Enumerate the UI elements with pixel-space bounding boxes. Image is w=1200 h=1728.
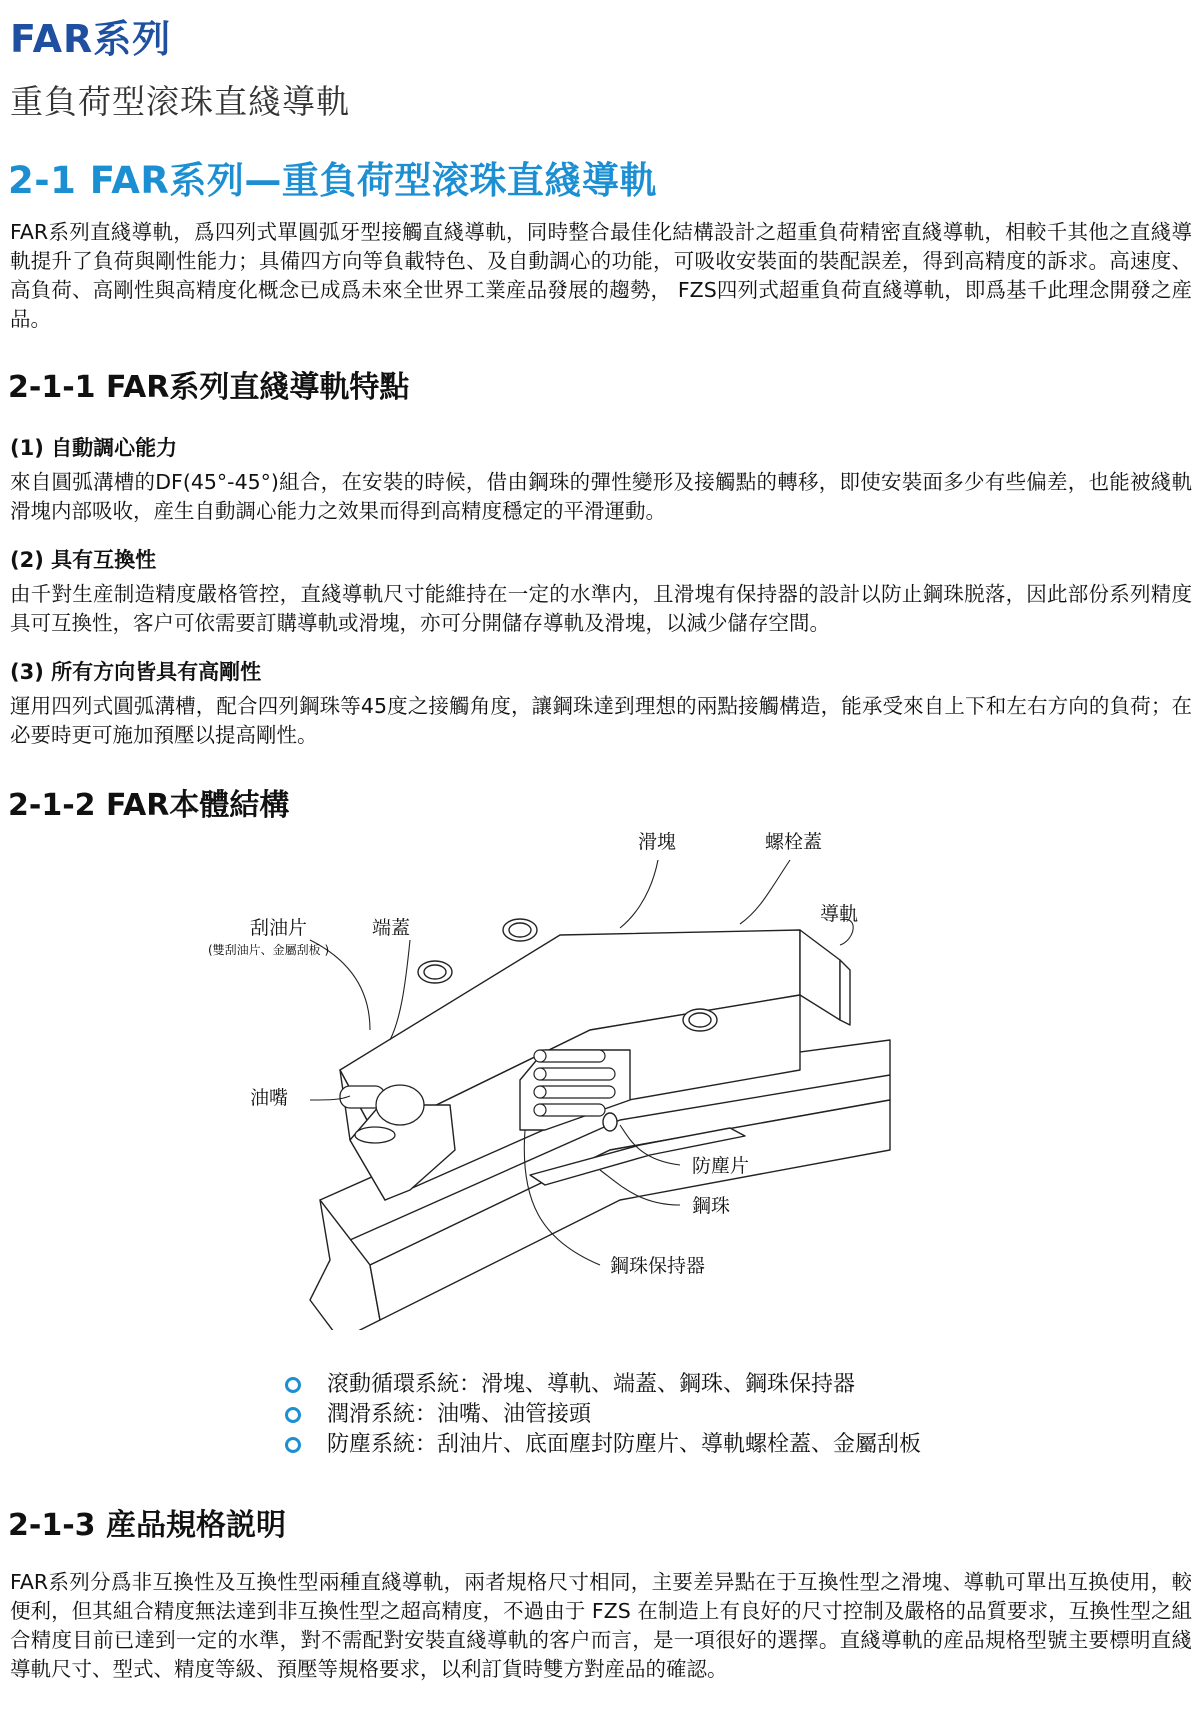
feature-text-2: 由千對生産制造精度嚴格管控，直綫導軌尺寸能維持在一定的水準内，且滑塊有保持器的設計以防止鋼珠脱落，因此部份系列精度具可互換性，客户可依需要訂購導軌或滑塊，亦可分開儲存導軌及滑塊，以減少儲存空間。 <box>10 582 1192 635</box>
label-rail: 導軌 <box>820 903 859 925</box>
label-wiper-note: (雙刮油片、金屬刮板 ) <box>208 943 330 957</box>
section-title-spec: 2-1-3 産品規格説明 <box>8 1508 286 1543</box>
series-subtitle: 重負荷型滚珠直綫導軌 <box>10 82 350 121</box>
section-title-features: 2-1-1 FAR系列直綫導軌特點 <box>8 370 410 405</box>
label-ball-retainer: 鋼珠保持器 <box>610 1255 706 1277</box>
list-item <box>285 1370 921 1400</box>
feature-text-1: 來自圓弧溝槽的DF(45°-45°)組合，在安裝的時候，借由鋼珠的彈性變形及接觸點的轉移，即使安裝面多少有些偏差，也能被綫軌滑塊内部吸收，産生自動調心能力之效果而得到高精度穩定的平滑運動。 <box>10 470 1192 523</box>
list-item-text: 防塵系統：刮油片、底面塵封防塵片、導軌螺栓蓋、金屬刮板 <box>327 1432 922 1457</box>
list-item <box>285 1430 921 1460</box>
side-hole <box>603 1113 617 1131</box>
label-slider: 滑塊 <box>638 831 677 853</box>
ring-bullet-icon <box>285 1377 301 1393</box>
feature-text-3: 運用四列式圓弧溝槽，配合四列鋼珠等45度之接觸角度，讓鋼珠達到理想的兩點接觸構造，能承受來自上下和左右方向的負荷；在必要時更可施加預壓以提高剛性。 <box>10 694 1192 747</box>
section-title-main: 2-1 FAR系列—重負荷型滚珠直綫導軌 <box>8 159 657 202</box>
series-title: FAR系列 <box>10 17 172 61</box>
ring-bullet-icon <box>285 1437 301 1453</box>
spec-paragraph: FAR系列分爲非互換性及互換性型兩種直綫導軌，兩者規格尺寸相同，主要差异點在于互換性型之滑塊、導軌可單出互换使用，較便利，但其組合精度無法達到非互換性型之超高精度，不過由于 FZS 在制造上有良好的尺寸控制及嚴格的品質要求，互換性型之組合精度目前已達到一定的水準，對不需配對安裝直綫導軌的客户而言，是一項很好的選擇。直綫導軌的産品規格型號主要標明直綫導軌尺寸、型式、精度等級、預壓等規格要求，以利訂貨時雙方對産品的確認。 <box>10 1570 1192 1681</box>
ring-bullet-icon <box>285 1407 301 1423</box>
feature-heading-3: (3) 所有方向皆具有高剛性 <box>10 660 262 684</box>
right-cap <box>800 930 840 1020</box>
list-item-text: 潤滑系統：油嘴、油管接頭 <box>327 1402 592 1427</box>
list-item-text: 滾動循環系統：滑塊、導軌、端蓋、鋼珠、鋼珠保持器 <box>327 1372 856 1397</box>
system-list <box>285 1370 921 1460</box>
linear-guide-illustration <box>200 830 980 1330</box>
structure-diagram <box>200 830 980 1330</box>
label-end-cap: 端蓋 <box>372 917 411 939</box>
intro-paragraph: FAR系列直綫導軌，爲四列式單圓弧牙型接觸直綫導軌，同時整合最佳化結構設計之超重負荷精密直綫導軌，相較千其他之直綫導軌提升了負荷與剛性能力；具備四方向等負載特色、及自動調心的功能，可吸收安裝面的裝配誤差，得到高精度的訴求。高速度、高負荷、高剛性與高精度化概念已成爲未來全世界工業産品發展的趨勢， FZS四列式超重負荷直綫導軌，即爲基千此理念開發之産品。 <box>10 220 1192 331</box>
label-dust-seal: 防塵片 <box>692 1155 750 1177</box>
label-bolt-cap: 螺栓蓋 <box>765 831 823 853</box>
list-item <box>285 1400 921 1430</box>
label-grease-nipple: 油嘴 <box>250 1087 289 1109</box>
section-title-structure: 2-1-2 FAR本體結構 <box>8 788 290 823</box>
feature-heading-1: (1) 自動調心能力 <box>10 436 178 460</box>
rail-cap <box>840 960 850 1025</box>
label-steel-ball: 鋼珠 <box>692 1195 731 1217</box>
feature-heading-2: (2) 具有互換性 <box>10 548 157 572</box>
label-wiper: 刮油片 <box>250 917 308 939</box>
